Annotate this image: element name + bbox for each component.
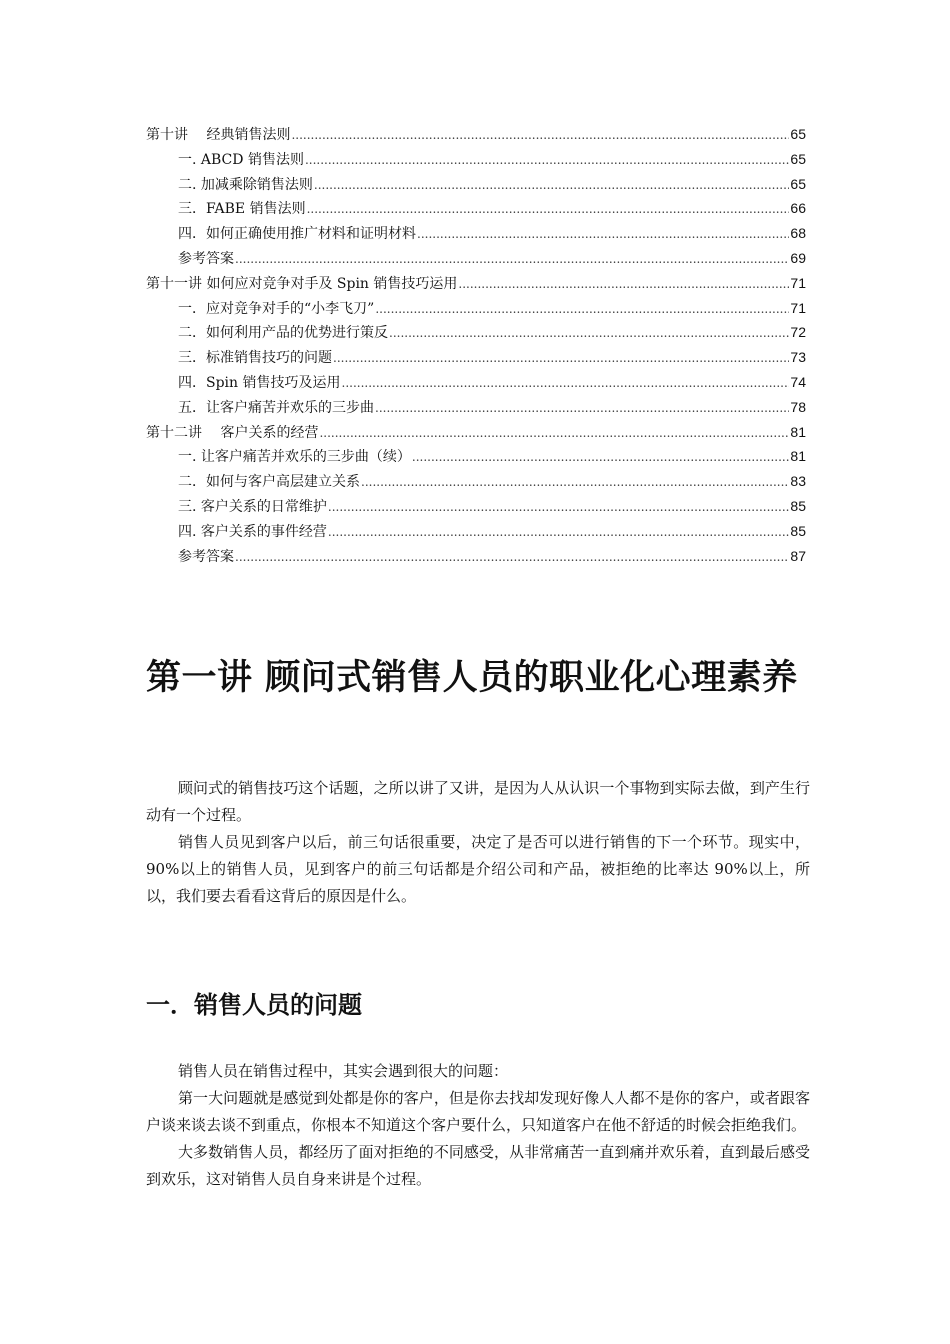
toc-entry[interactable] bbox=[146, 322, 806, 347]
toc-leader-dots bbox=[328, 525, 790, 539]
toc-entry[interactable] bbox=[146, 124, 806, 149]
toc-entry-page: 78 bbox=[790, 398, 806, 415]
paragraph: 销售人员见到客户以后，前三句话很重要，决定了是否可以进行销售的下一个环节。现实中，90%以上的销售人员，见到客户的前三句话都是介绍公司和产品，被拒绝的比率达 90%以上，所以，我们要去看看这背后的原因是什么。 bbox=[146, 833, 810, 905]
toc-leader-dots bbox=[291, 128, 789, 142]
toc-entry-page: 85 bbox=[790, 522, 806, 539]
toc-leader-dots bbox=[305, 153, 789, 167]
toc-entry-page: 65 bbox=[790, 126, 806, 142]
toc-entry-page: 65 bbox=[790, 175, 806, 192]
toc-entry[interactable] bbox=[146, 149, 806, 174]
toc-entry-page: 68 bbox=[790, 225, 806, 242]
toc-entry[interactable] bbox=[146, 273, 806, 298]
toc-entry-title: 四. 客户关系的事件经营 bbox=[178, 523, 327, 540]
toc-entry-page: 85 bbox=[790, 497, 806, 514]
toc-leader-dots bbox=[375, 401, 789, 415]
chapter-title: 第一讲 顾问式销售人员的职业化心理素养 bbox=[146, 657, 798, 698]
toc-entry-page: 87 bbox=[790, 547, 806, 564]
toc-entry-title: 三．标准销售技巧的问题 bbox=[178, 350, 332, 367]
toc-entry[interactable] bbox=[146, 198, 806, 223]
toc-entry-page: 81 bbox=[790, 448, 806, 465]
toc-entry-title: 四．如何正确使用推广材料和证明材料 bbox=[178, 226, 416, 243]
toc-entry-page: 73 bbox=[790, 349, 806, 366]
toc-entry-page: 74 bbox=[790, 373, 806, 390]
toc-entry-title: 五．让客户痛苦并欢乐的三步曲 bbox=[178, 399, 374, 416]
toc-entry-title: 一．应对竞争对手的“小李飞刀” bbox=[178, 300, 375, 317]
paragraph: 大多数销售人员，都经历了面对拒绝的不同感受，从非常痛苦一直到痛并欢乐着，直到最后感受到欢乐，这对销售人员自身来讲是个过程。 bbox=[146, 1143, 810, 1188]
toc-entry[interactable] bbox=[146, 471, 806, 496]
toc-entry-title: 四．Spin 销售技巧及运用 bbox=[178, 374, 341, 391]
toc-entry[interactable] bbox=[146, 372, 806, 397]
toc-entry[interactable] bbox=[146, 496, 806, 521]
toc-entry-title: 第十讲 经典销售法则 bbox=[146, 127, 291, 143]
toc-leader-dots bbox=[375, 302, 789, 316]
toc-leader-dots bbox=[412, 450, 790, 464]
toc-entry[interactable] bbox=[146, 521, 806, 546]
toc-entry[interactable] bbox=[146, 298, 806, 323]
toc-leader-dots bbox=[328, 500, 790, 514]
toc-entry[interactable] bbox=[146, 546, 806, 571]
toc-entry[interactable] bbox=[146, 347, 806, 372]
toc-entry-title: 二．如何利用产品的优势进行策反 bbox=[178, 325, 388, 342]
toc-entry-page: 83 bbox=[790, 473, 806, 490]
toc-entry-title: 一. 让客户痛苦并欢乐的三步曲（续） bbox=[178, 449, 411, 466]
toc-leader-dots bbox=[307, 202, 790, 216]
paragraph: 顾问式的销售技巧这个话题，之所以讲了又讲，是因为人从认识一个事物到实际去做，到产生行动有一个过程。 bbox=[146, 779, 810, 824]
toc-entry[interactable] bbox=[146, 223, 806, 248]
toc-entry-title: 二．如何与客户高层建立关系 bbox=[178, 474, 360, 491]
toc-leader-dots bbox=[458, 277, 789, 291]
toc-entry[interactable] bbox=[146, 174, 806, 199]
toc-leader-dots bbox=[235, 550, 789, 564]
section-heading: 一．销售人员的问题 bbox=[146, 990, 362, 1019]
toc-entry[interactable] bbox=[146, 397, 806, 422]
toc-entry-title: 一. ABCD 销售法则 bbox=[178, 151, 304, 168]
toc-entry-title: 二. 加减乘除销售法则 bbox=[178, 176, 313, 193]
section-body bbox=[146, 1058, 810, 1193]
toc-entry-page: 71 bbox=[790, 274, 806, 291]
toc-leader-dots bbox=[417, 227, 789, 241]
toc-entry[interactable] bbox=[146, 446, 806, 471]
paragraph: 第一大问题就是感觉到处都是你的客户，但是你去找却发现好像人人都不是你的客户，或者跟客户谈来谈去谈不到重点，你根本不知道这个客户要什么，只知道客户在他不舒适的时候会拒绝我们。 bbox=[146, 1089, 810, 1134]
toc-entry-page: 66 bbox=[790, 200, 806, 217]
toc-entry-page: 71 bbox=[790, 299, 806, 316]
toc-entry-page: 72 bbox=[790, 324, 806, 341]
toc-entry-title: 参考答案 bbox=[178, 548, 234, 565]
toc-entry-title: 三. 客户关系的日常维护 bbox=[178, 498, 327, 515]
toc-entry-title: 三．FABE 销售法则 bbox=[178, 201, 306, 218]
toc-entry[interactable] bbox=[146, 248, 806, 273]
chapter-intro bbox=[146, 775, 810, 910]
toc-entry-page: 81 bbox=[790, 423, 806, 440]
toc-entry-page: 65 bbox=[790, 150, 806, 167]
toc-leader-dots bbox=[314, 178, 790, 192]
toc-leader-dots bbox=[333, 351, 789, 365]
toc-leader-dots bbox=[389, 326, 789, 340]
toc-leader-dots bbox=[361, 475, 789, 489]
table-of-contents bbox=[146, 124, 806, 570]
toc-entry-title: 参考答案 bbox=[178, 250, 234, 267]
toc-leader-dots bbox=[342, 376, 790, 390]
toc-entry[interactable] bbox=[146, 422, 806, 447]
toc-leader-dots bbox=[319, 426, 789, 440]
toc-entry-title: 第十一讲 如何应对竞争对手及 Spin 销售技巧运用 bbox=[146, 275, 458, 292]
paragraph: 销售人员在销售过程中，其实会遇到很大的问题： bbox=[178, 1062, 509, 1080]
toc-leader-dots bbox=[235, 252, 789, 266]
toc-entry-title: 第十二讲 客户关系的经营 bbox=[146, 424, 319, 441]
toc-entry-page: 69 bbox=[790, 249, 806, 266]
